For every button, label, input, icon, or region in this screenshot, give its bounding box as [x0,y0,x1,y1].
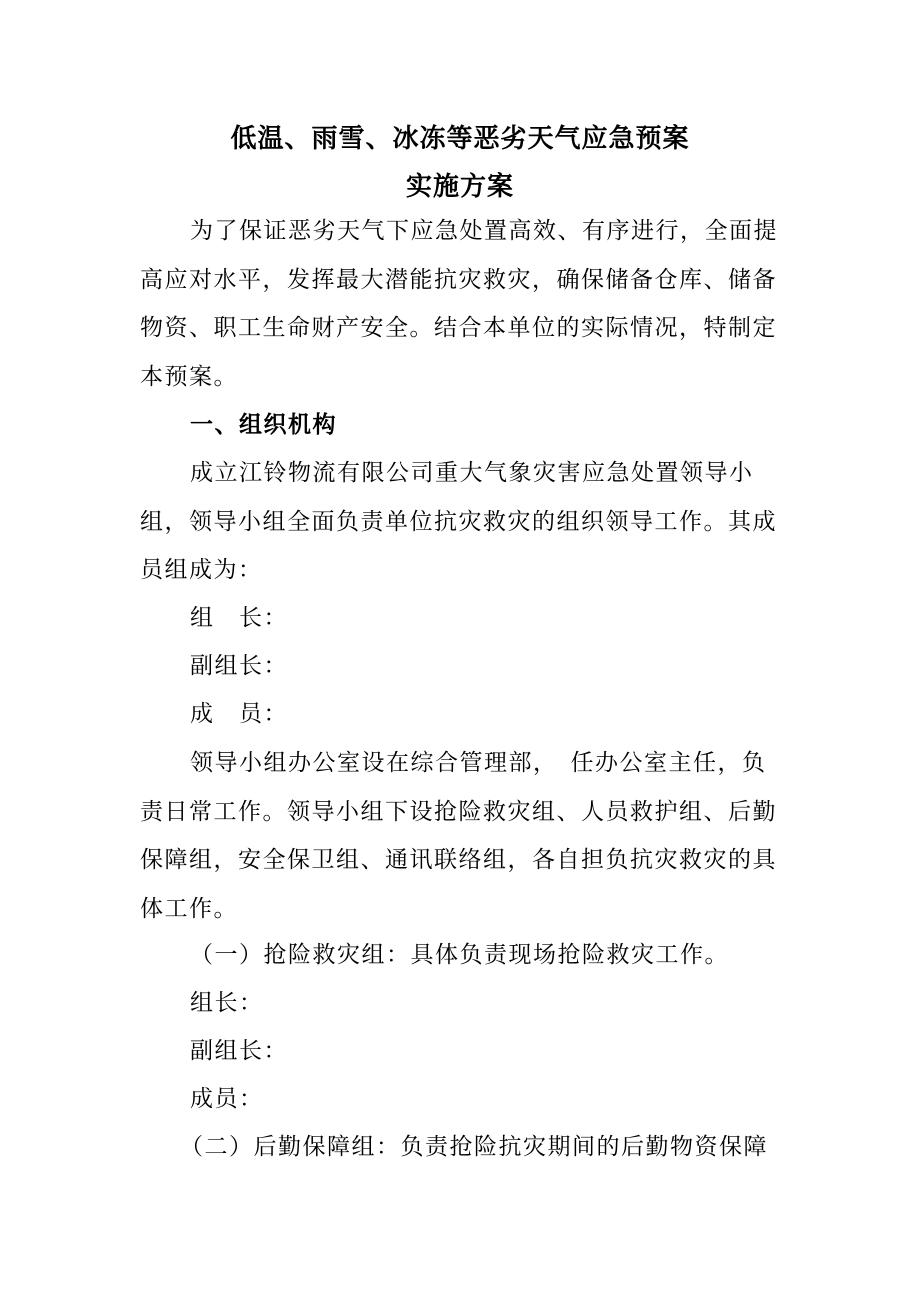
intro-paragraph: 为了保证恶劣天气下应急处置高效、有序进行，全面提高应对水平，发挥最大潜能抗灾救灾，确保储备仓库、储备物资、职工生命财产安全。结合本单位的实际情况，特制定本预案。 [140,218,778,390]
group1-members-line: 成员： [190,1086,264,1112]
section-heading-organization: 一、组织机构 [190,412,337,438]
group2-heading: （二）后勤保障组：负责抢险抗灾期间的后勤物资保障 [180,1134,768,1160]
members-line: 成 员： [190,701,288,727]
group1-leader-line: 组长： [190,990,264,1016]
office-paragraph: 领导小组办公室设在综合管理部， 任办公室主任，负责日常工作。领导小组下设抢险救灾组、人员救护组、后勤保障组，安全保卫组、通讯联络组，各自担负抗灾救灾的具体工作。 [140,750,777,922]
section-paragraph-leadership-group: 成立江铃物流有限公司重大气象灾害应急处置领导小组，领导小组全面负责单位抗灾救灾的组织领导工作。其成员组成为： [140,460,777,583]
group1-heading: （一）抢险救灾组：具体负责现场抢险救灾工作。 [190,942,729,968]
deputy-leader-line: 副组长： [190,653,288,679]
document-title: 低温、雨雪、冰冻等恶劣天气应急预案 [230,124,690,154]
group1-deputy-line: 副组长： [190,1038,288,1064]
document-subtitle: 实施方案 [405,172,514,202]
leader-line: 组 长： [190,605,288,631]
